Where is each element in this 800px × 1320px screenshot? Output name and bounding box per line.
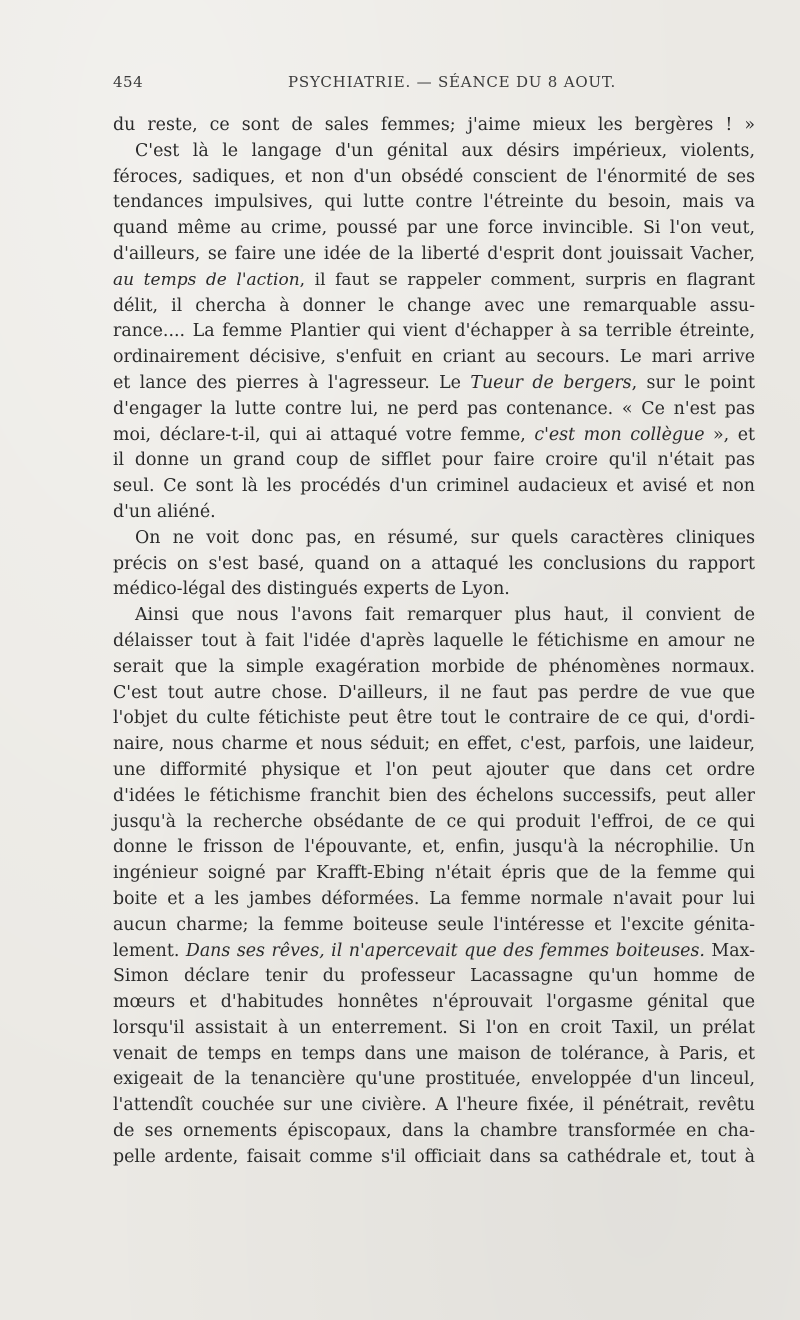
text-line: d'engager la lutte contre lui, ne perd pas contenance. « Ce n'est pas [113, 398, 755, 419]
text-line: aucun charme; la femme boiteuse seule l'intéresse et l'excite génita- [113, 914, 755, 935]
text-run: lement. [113, 940, 186, 961]
text-line: délit, il chercha à donner le change avec une remarquable assu- [113, 295, 755, 316]
text-line: de ses ornements épiscopaux, dans la chambre transformée en cha- [113, 1121, 755, 1142]
text-line [113, 423, 755, 449]
text-line: ingénieur soigné par Krafft-Ebing n'était épris que de la femme qui [113, 863, 755, 884]
text-line: boite et a les jambes déformées. La femme normale n'avait pour lui [113, 888, 755, 909]
text-line: l'attendît couchée sur une civière. A l'heure fixée, il pénétrait, revêtu [113, 1095, 755, 1116]
text-line: C'est tout autre chose. D'ailleurs, il ne faut pas perdre de vue que [113, 682, 755, 703]
text-line: l'objet du culte fétichiste peut être tout le contraire de ce qui, d'ordi- [113, 708, 755, 729]
text-line: Simon déclare tenir du professeur Lacassagne qu'un homme de [113, 966, 755, 987]
text-line: d'idées le fétichisme franchit bien des échelons successifs, peut aller [113, 785, 755, 806]
text-line: rance.... La femme Plantier qui vient d'échapper à sa terrible étreinte, [113, 321, 755, 342]
text-line: naire, nous charme et nous séduit; en effet, c'est, parfois, une laideur, [113, 734, 755, 755]
text-line [113, 939, 755, 965]
text-line: d'un aliéné. [113, 501, 216, 522]
text-run: , sur le point [631, 372, 755, 393]
text-line: féroces, sadiques, et non d'un obsédé conscient de l'énormité de ses [113, 166, 755, 187]
text-line: pelle ardente, faisait comme s'il officiait dans sa cathédrale et, tout à [113, 1146, 755, 1167]
text-line: délaisser tout à fait l'idée d'après laquelle le fétichisme en amour ne [113, 630, 755, 651]
text-line: précis on s'est basé, quand on a attaqué les conclusions du rapport [113, 553, 755, 574]
text-line [113, 371, 755, 397]
text-line: Ainsi que nous l'avons fait remarquer plus haut, il convient de [135, 605, 755, 626]
text-line: On ne voit donc pas, en résumé, sur quels caractères cliniques [135, 527, 755, 548]
page-number: 454 [113, 73, 144, 91]
italic-text: c'est mon collègue [534, 424, 705, 445]
text-line: quand même au crime, poussé par une force invincible. Si l'on veut, [113, 218, 755, 239]
body-text [113, 113, 755, 1171]
italic-text: Dans ses rêves, il n'apercevait que des femmes boiteuses. [185, 940, 705, 961]
text-line: C'est là le langage d'un génital aux désirs impérieux, violents, [135, 140, 755, 161]
text-line: ordinairement décisive, s'enfuit en criant au secours. Le mari arrive [113, 347, 755, 368]
text-line: il donne un grand coup de sifflet pour faire croire qu'il n'était pas [113, 450, 755, 471]
text-line: du reste, ce sont de sales femmes; j'aime mieux les bergères ! » [113, 115, 755, 135]
text-line: jusqu'à la recherche obsédante de ce qui produit l'effroi, de ce qui [113, 811, 755, 832]
text-line: médico-légal des distingués experts de Lyon. [113, 579, 510, 600]
text-run: moi, déclare-t-il, qui ai attaqué votre femme, [113, 424, 535, 445]
text-run: Max- [704, 940, 755, 961]
text-line: une difformité physique et l'on peut ajouter que dans cet ordre [113, 759, 755, 780]
text-run: », et [704, 424, 755, 445]
running-head [113, 73, 733, 95]
text-line: tendances impulsives, qui lutte contre l'étreinte du besoin, mais va [113, 192, 755, 213]
italic-text: Tueur de bergers [470, 372, 632, 393]
text-line: donne le frisson de l'épouvante, et, enfin, jusqu'à la nécrophilie. Un [113, 837, 755, 858]
running-title: PSYCHIATRIE. — SÉANCE DU 8 AOUT. [288, 73, 617, 91]
text-line [113, 268, 755, 294]
text-line: mœurs et d'habitudes honnêtes n'éprouvait l'orgasme génital que [113, 992, 755, 1013]
text-line: d'ailleurs, se faire une idée de la liberté d'esprit dont jouissait Vacher, [113, 243, 755, 264]
text-line: serait que la simple exagération morbide de phénomènes normaux. [113, 656, 755, 677]
text-run: , il faut se rappeler comment, surpris en flagrant [299, 269, 755, 290]
italic-text: au temps de l'action [113, 269, 300, 290]
text-line: exigeait de la tenancière qu'une prostituée, enveloppée d'un linceul, [113, 1069, 755, 1090]
text-line: seul. Ce sont là les procédés d'un criminel audacieux et avisé et non [113, 476, 755, 497]
text-line: lorsqu'il assistait à un enterrement. Si l'on en croit Taxil, un prélat [113, 1017, 755, 1038]
text-run: et lance des pierres à l'agresseur. Le [113, 372, 471, 393]
text-line: venait de temps en temps dans une maison de tolérance, à Paris, et [113, 1043, 755, 1064]
